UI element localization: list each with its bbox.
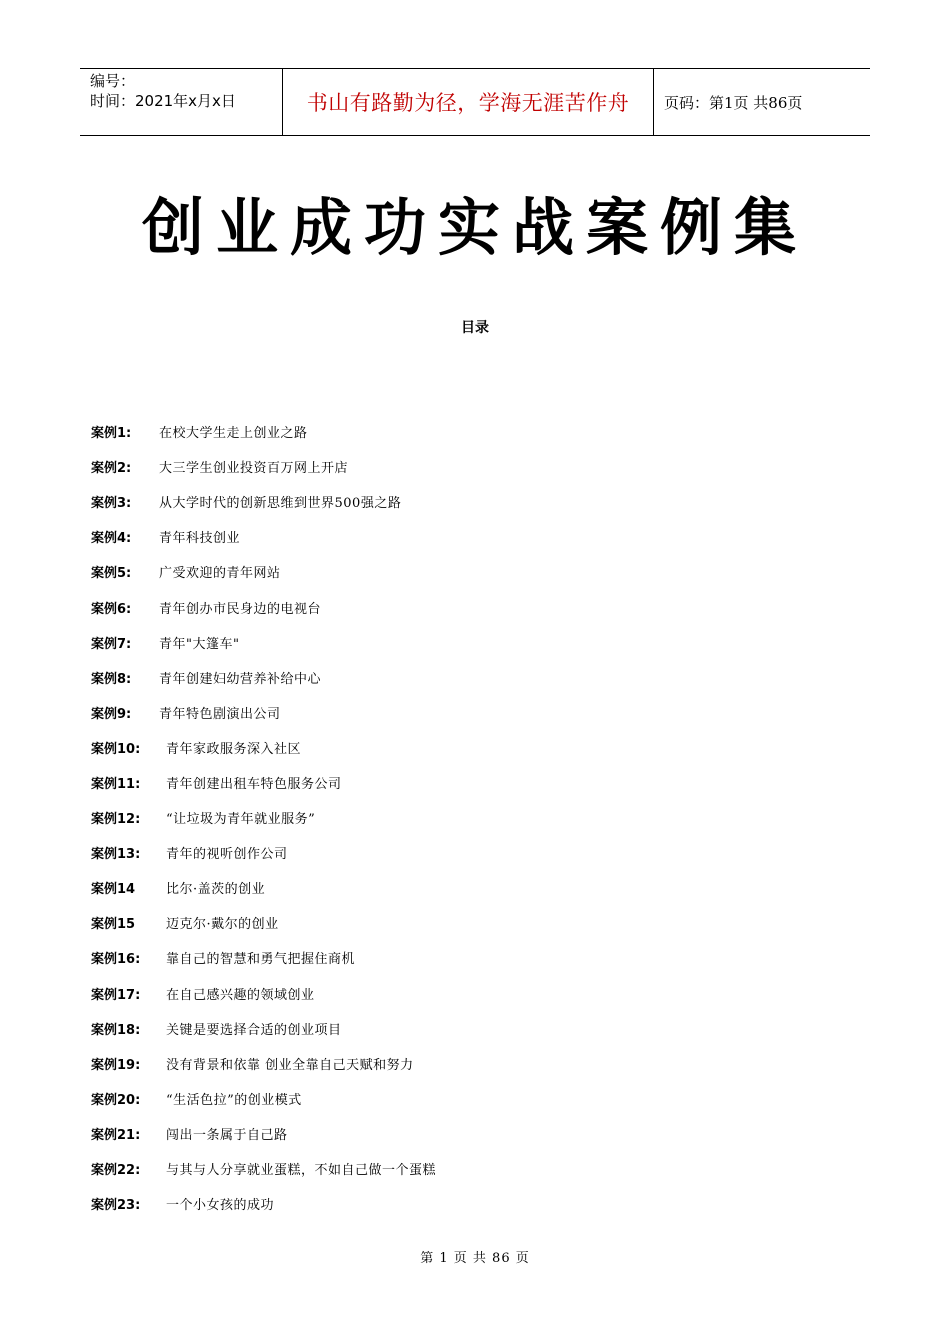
header-meta <box>80 69 282 135</box>
toc-item[interactable] <box>91 519 851 554</box>
page-footer: 第 1 页 共 86 页 <box>420 1251 530 1266</box>
toc-item-label: 案例8: <box>91 671 132 687</box>
toc-item[interactable] <box>91 835 851 870</box>
toc-item[interactable] <box>91 730 851 765</box>
toc-item-title: 没有背景和依靠 创业全靠自己天赋和努力 <box>166 1057 414 1073</box>
toc-item-label: 案例7: <box>91 636 132 652</box>
toc-item-title: 靠自己的智慧和勇气把握住商机 <box>166 952 356 968</box>
toc-item[interactable] <box>91 765 851 800</box>
toc-item-title: 青年创建妇幼营养补给中心 <box>159 671 322 687</box>
toc-item-title: 迈克尔·戴尔的创业 <box>166 917 279 933</box>
toc-item[interactable] <box>91 870 851 905</box>
toc-item-label: 案例16: <box>91 952 141 968</box>
toc-item-label: 案例20: <box>91 1092 141 1108</box>
toc-item-title: “让垃圾为青年就业服务” <box>166 812 316 828</box>
header-time: 时间：2021年x月x日 <box>90 92 236 110</box>
toc-item-label: 案例15 <box>91 917 136 933</box>
toc-item-label: 案例1: <box>91 426 132 442</box>
toc-item[interactable] <box>91 800 851 835</box>
toc-item-label: 案例10: <box>91 741 141 757</box>
toc-item-label: 案例3: <box>91 496 132 512</box>
toc-item-title: 在自己感兴趣的领域创业 <box>166 987 315 1003</box>
toc-item[interactable] <box>91 589 851 624</box>
toc-item-title: “生活色拉”的创业模式 <box>166 1092 302 1108</box>
toc-item-title: 青年科技创业 <box>159 531 241 547</box>
toc-item-label: 案例9: <box>91 706 132 722</box>
toc-item[interactable] <box>91 940 851 975</box>
toc-item[interactable] <box>91 554 851 589</box>
toc-item-label: 案例13: <box>91 847 141 863</box>
toc-item-title: 青年特色剧演出公司 <box>159 706 281 722</box>
document-title: 创业成功实战案例集 <box>141 191 808 264</box>
toc-item-label: 案例17: <box>91 987 141 1003</box>
toc-item[interactable] <box>91 1046 851 1081</box>
toc-item[interactable] <box>91 1151 851 1186</box>
toc-item-label: 案例14 <box>91 882 136 898</box>
toc-item[interactable] <box>91 660 851 695</box>
toc-item-title: 青年"大篷车" <box>159 636 240 652</box>
toc-item-title: 广受欢迎的青年网站 <box>159 566 281 582</box>
toc-item-title: 比尔·盖茨的创业 <box>166 882 266 898</box>
toc-item-label: 案例6: <box>91 601 132 617</box>
header-page-info: 页码：第1页 共86页 <box>664 93 803 112</box>
toc-item-label: 案例11: <box>91 776 141 792</box>
toc-item-label: 案例23: <box>91 1198 141 1214</box>
toc-item-title: 一个小女孩的成功 <box>166 1198 275 1214</box>
toc-item[interactable] <box>91 414 851 449</box>
toc-item[interactable] <box>91 625 851 660</box>
toc-item-label: 案例19: <box>91 1057 141 1073</box>
toc-item-label: 案例5: <box>91 566 132 582</box>
header-number: 编号： <box>90 72 136 90</box>
toc-item[interactable] <box>91 484 851 519</box>
toc-item[interactable] <box>91 1011 851 1046</box>
toc-item-title: 关键是要选择合适的创业项目 <box>166 1022 342 1038</box>
header-motto: 书山有路勤为径，学海无涯苦作舟 <box>282 69 654 135</box>
page-header <box>80 68 870 136</box>
toc-item[interactable] <box>91 449 851 484</box>
toc-item-title: 在校大学生走上创业之路 <box>159 426 308 442</box>
toc-item-title: 青年的视听创作公司 <box>166 847 288 863</box>
toc-item-title: 从大学时代的创新思维到世界500强之路 <box>159 496 402 512</box>
toc-item-title: 大三学生创业投资百万网上开店 <box>159 461 349 477</box>
table-of-contents <box>91 414 851 1221</box>
toc-item-title: 青年创办市民身边的电视台 <box>159 601 322 617</box>
toc-item-title: 闯出一条属于自己路 <box>166 1127 288 1143</box>
toc-item-label: 案例4: <box>91 531 132 547</box>
toc-item-label: 案例2: <box>91 461 132 477</box>
toc-item[interactable] <box>91 1186 851 1221</box>
toc-item-title: 与其与人分享就业蛋糕，不如自己做一个蛋糕 <box>166 1163 437 1179</box>
toc-item[interactable] <box>91 1081 851 1116</box>
toc-item-label: 案例22: <box>91 1163 141 1179</box>
toc-item-label: 案例18: <box>91 1022 141 1038</box>
toc-item[interactable] <box>91 905 851 940</box>
toc-item[interactable] <box>91 1116 851 1151</box>
toc-item[interactable] <box>91 976 851 1011</box>
toc-item-title: 青年创建出租车特色服务公司 <box>166 776 342 792</box>
toc-item-label: 案例12: <box>91 812 141 828</box>
toc-item-label: 案例21: <box>91 1127 141 1143</box>
toc-item[interactable] <box>91 695 851 730</box>
toc-item-title: 青年家政服务深入社区 <box>166 741 302 757</box>
toc-heading: 目录 <box>461 320 489 336</box>
